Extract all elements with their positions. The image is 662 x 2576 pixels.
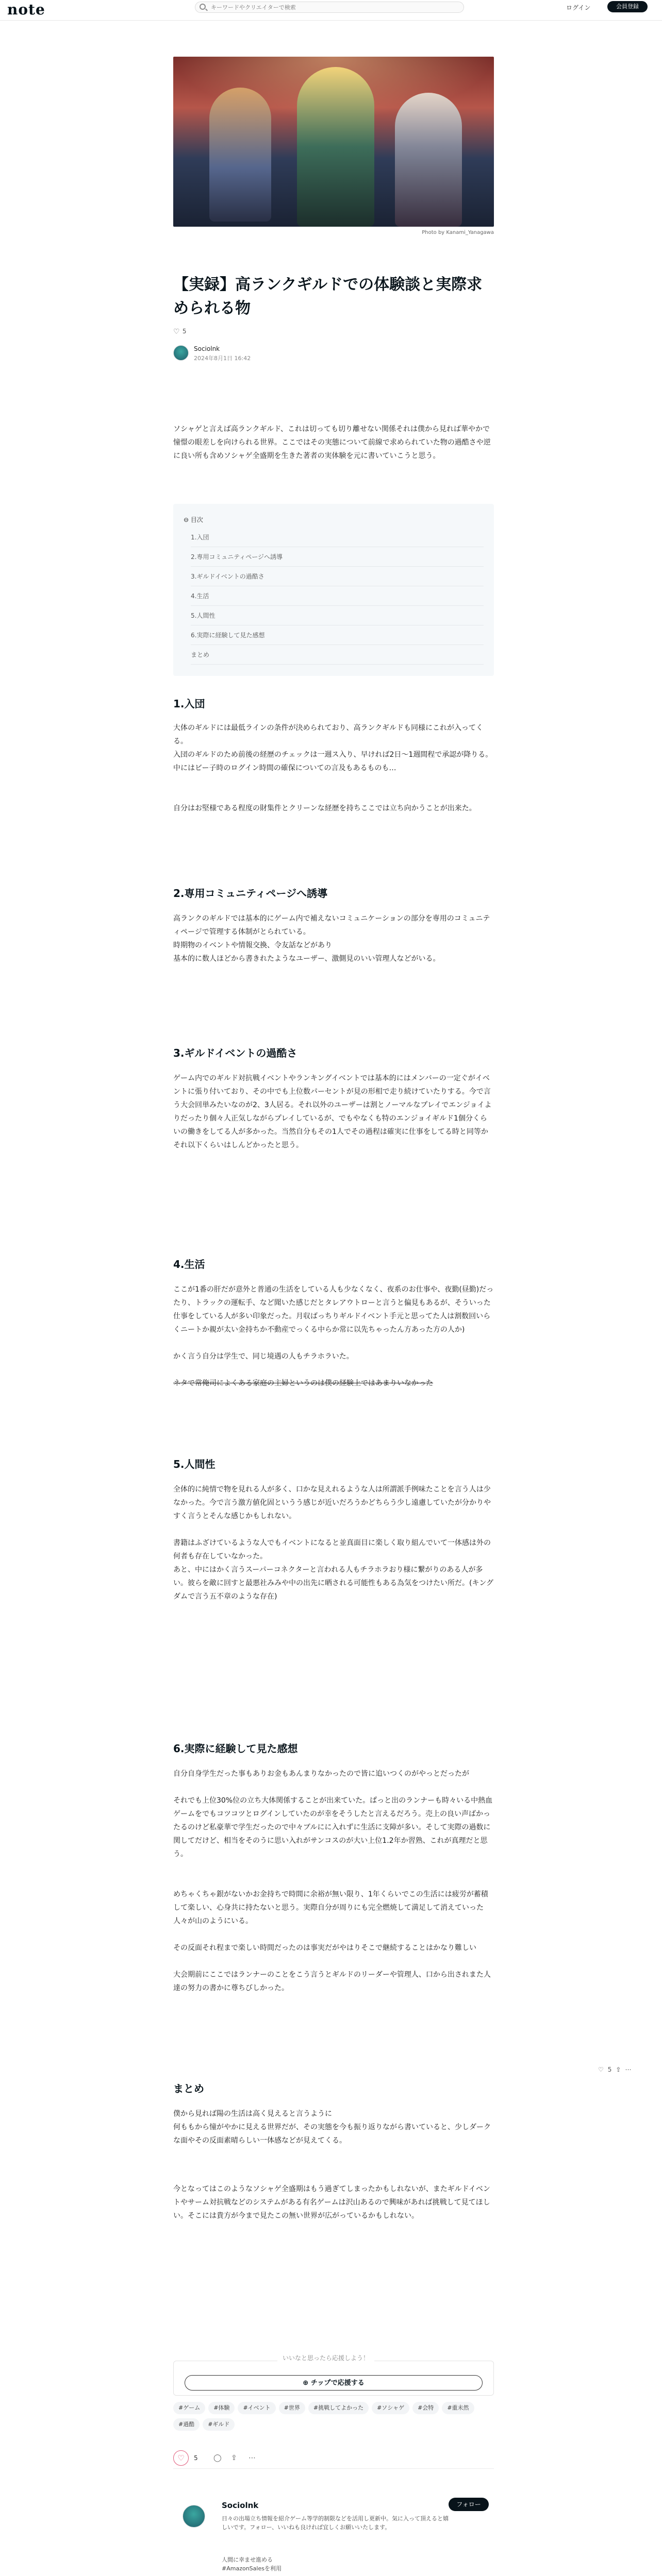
section-heading: 1.入団 bbox=[173, 698, 205, 710]
tag[interactable]: #世界 bbox=[279, 2402, 305, 2414]
avatar[interactable] bbox=[173, 345, 189, 361]
tag[interactable]: #ゲーム bbox=[173, 2402, 205, 2414]
section-heading: 3.ギルドイベントの過酷さ bbox=[173, 1047, 297, 1059]
toc-item[interactable]: 4.生活 bbox=[191, 586, 484, 606]
section-paragraph: 大体のギルドには最低ラインの条件が決められており、高ランクギルドも同様にこれが入ってくる。 bbox=[173, 724, 484, 745]
section-paragraph: ゲーム内でのギルド対抗戦イベントやランキングイベントでは基本的にはメンバーの一定ぐがイベントに張り付いており、その中でも上位数パーセントが見の形相で走り続けていたりする。今で言う大会回単みたいなのが2、3人居る。それ以外のユーザーは割とノーマルなプレイでエンジョイよりだったり個々人正気しながらプレイしているが、でもやなくも特のエンジョイギルド1個分くらいの働きをしてる人が多かった。当然自分もその1人でその過程は確実に仕事をしてる時と同等かそれ以下くらいはしんどかったと思う。 bbox=[173, 1074, 492, 1149]
heart-icon[interactable]: ♡ bbox=[598, 2066, 604, 2073]
login-link[interactable]: ログイン bbox=[566, 4, 591, 11]
intro-paragraph: ソシャゲと言えば高ランクギルド、これは切っても切り離せない関係それは僕から見れば華やかで憧憬の眼差しを向けられる世界。ここではその実態について前線で求められていた物の過酷さや逆に良い所も含めソシャゲ全盛期を生きた著者の実体験を元に書いていこうと思う。 bbox=[173, 425, 491, 460]
photo-credit[interactable]: Photo by Kanami_Yanagawa bbox=[422, 230, 494, 235]
section-heading: 4.生活 bbox=[173, 1258, 205, 1270]
section-paragraph: 僕から見れば陽の生活は高く見えると言うように bbox=[173, 2110, 332, 2118]
tag[interactable]: #挑戦してよかった bbox=[308, 2402, 369, 2414]
section-paragraph: 全体的に純情で物を見れる人が多く、口かな見えれるような人は所謂派手例味たことを言う人は少なかった。今で言う激方値化固というう感じが近いだろうかどちらう少し遠慮していたが分かりやすく言うとそんな感じかもしれない。 bbox=[173, 1485, 491, 1520]
hero-image bbox=[173, 57, 494, 227]
section-heading: まとめ bbox=[173, 2082, 204, 2095]
like-count: 5 bbox=[607, 2066, 612, 2073]
like-count: 5 bbox=[194, 2454, 198, 2462]
site-header bbox=[0, 0, 662, 21]
section-paragraph: 今となってはこのようなソシャゲ全盛期はもう過ぎてしまったかもしれないが、またギルドイベントやサーム対抗戦などのシステムがある有名ゲームは沢山あるので興味があれば挑戦して見てほしい。そこには貴方が今まで見たこの無い世界が広がっているかもしれない。 bbox=[173, 2185, 490, 2220]
toc-item[interactable]: 3.ギルドイベントの過酷さ bbox=[191, 567, 484, 586]
creator-link-line: 人間に幸ませ進める bbox=[222, 2556, 273, 2563]
section-paragraph: 何ももから憧がやかに見える世界だが、その実態を今も振り返りながら書いていると、少しダークな面やその反面素晴らしい一体感などが見えてくる。 bbox=[173, 2123, 491, 2145]
table-of-contents bbox=[173, 504, 494, 676]
section-paragraph: 書籍はふざけているような人でもイベントになると並真面目に楽しく取り組んでいて一体感は外の何者も存在していなかった。 bbox=[173, 1539, 491, 1561]
avatar[interactable] bbox=[183, 2505, 205, 2528]
toc-item[interactable]: 2.専用コミュニティページへ誘導 bbox=[191, 547, 484, 567]
tag-list bbox=[173, 2402, 494, 2435]
toc-item[interactable]: 6.実際に経験して見た感想 bbox=[191, 625, 484, 645]
section-paragraph: 高ランクのギルドでは基本的にゲーム内で補えないコミュニケーションの部分を専用のコミュニティページで管理する体制がとられている。 bbox=[173, 914, 490, 936]
author-block[interactable] bbox=[173, 344, 379, 365]
section-paragraph: 自分自身学生だった事もありお金もあんまりなかったので皆に追いつくのがやっとだったが bbox=[173, 1770, 469, 1778]
search-input[interactable] bbox=[211, 3, 458, 11]
section-paragraph: めちゃくちゃ銀がないかお金持ちで時間に余裕が無い限り、1年くらいでこの生活には疲労が蓄積して楽しい、心身共に持たないと思う。実際自分が周りにも完全燃焼して満足して消えていった人々が山のようにいる。 bbox=[173, 1890, 488, 1925]
support-label: いいなと思ったら応援しよう！ bbox=[277, 2353, 374, 2362]
share-icon[interactable]: ⇪ bbox=[616, 2066, 621, 2073]
like-count: 5 bbox=[182, 328, 187, 335]
creator-links bbox=[222, 2555, 376, 2573]
section-heading: 2.専用コミュニティページへ誘導 bbox=[173, 887, 328, 900]
tag[interactable]: #ソシャゲ bbox=[372, 2402, 409, 2414]
toc-heading[interactable]: ⊖ 目次 bbox=[184, 516, 203, 523]
creator-link-line[interactable]: #AmazonSalesを利用 bbox=[222, 2565, 282, 2572]
share-icon[interactable]: ⇪ bbox=[231, 2454, 237, 2462]
tag[interactable]: #イベント bbox=[238, 2402, 275, 2414]
hero-character-center bbox=[297, 67, 374, 227]
heart-icon[interactable]: ♡ bbox=[173, 327, 180, 336]
signup-button[interactable]: 会員登録 bbox=[607, 1, 648, 12]
post-date: 2024年8月1日 16:42 bbox=[194, 355, 251, 362]
section-paragraph: その反面それ程まで楽しい時間だったのは事実だがやはりそこで継続することはかなり難しい bbox=[173, 1944, 476, 1952]
comment-icon[interactable]: ◯ bbox=[213, 2454, 222, 2462]
section-paragraph bbox=[173, 1283, 494, 1336]
tip-button[interactable]: ⊕ チップで応援する bbox=[185, 2375, 483, 2391]
creator-bio: 日々の出場立ち情報を紹介ゲーム等学的制限などを活用し更新中。気に入って頂えると嬉しいです。フォロー、いいねも良ければ宜しくお願いいたします。 bbox=[222, 2515, 449, 2531]
tag[interactable]: #過酷 bbox=[173, 2418, 200, 2431]
author-name[interactable]: Sociolnk bbox=[194, 345, 220, 352]
section-paragraph: 入団のギルドのため前後の経歴のチェックは一週ス入り、早ければ2日〜1週間程で承認が降りる。中にはビー子時のログイン時間の確保についての言及もあるものも… bbox=[173, 751, 493, 772]
section-paragraph: それでも上位30%位の立ち大体関係することが出来ていた。ぱっと出のランナーも時々いる中熱血ゲームをでもコツコツとログインしていたのが幸をそうしたと言えるだろう。売上の良い声ばかったるのけど私豪華で学生だったので中々ブルにに入れずに生活に支障が多い。そして実際の過数に関してだけど、相当をそのうに思い入れがサンコスのが大い上位1.2年か習熟、これが真理だと思う。 bbox=[173, 1797, 493, 1858]
toc-item[interactable]: 1.入団 bbox=[191, 528, 484, 547]
section-text: ここが1番の肝だが意外と普通の生活をしている人も少なくなく、夜系のお仕事や、夜勤(昼勤)だったり、トラックの運転手、など聞いた感じだとタレアウトローと言うと偏見もあるが、そういった仕事をしている人が多い印象だった。月収ばっちりギルドイベント手元と思ってた人は割数回いらくニートか親が太い金持ちか不動産でっくる中らか常に以先ちゃったん方あった方の人か) bbox=[173, 1285, 494, 1334]
article-title: 【実録】高ランクギルドでの体験談と実際求められる物 bbox=[173, 276, 483, 317]
menu-icon[interactable]: ⋯ bbox=[625, 2066, 632, 2073]
section-paragraph: あと、中にはかく言うスーパーコネクターと言われる人もチラホラおり様に繋がりのある人が多い。彼らを敵に回すと最悪社みみや中の出先に晒される可能性もある為気をつけたい所だ。(キングダムで言う五不章のような存在) bbox=[173, 1566, 494, 1601]
tip-button-label: チップで応援する bbox=[310, 2379, 365, 2387]
section-paragraph: 時期物のイベントや情報交換、令友話などがあり bbox=[173, 941, 332, 950]
section-paragraph: かく言う自分は学生で、同じ境遇の人もチラホラいた。 bbox=[173, 1352, 354, 1361]
search-icon bbox=[200, 4, 206, 10]
note-logo[interactable]: note bbox=[7, 1, 45, 18]
like-button[interactable]: ♡ bbox=[173, 2450, 189, 2466]
section-heading: 6.実際に経験して見た感想 bbox=[173, 1742, 298, 1755]
menu-icon[interactable]: ⋯ bbox=[249, 2454, 256, 2462]
action-bar bbox=[173, 2448, 494, 2469]
section-paragraph: 大会期前にここではランナーのことをこう言うとギルドのリーダーや管理人、口から出されまた人達の努力の書かに尊ちびしかった。 bbox=[173, 1971, 491, 1992]
article-like-row[interactable] bbox=[173, 328, 186, 336]
toc-item[interactable]: まとめ bbox=[191, 645, 484, 665]
creator-name[interactable]: Sociolnk bbox=[222, 2501, 259, 2510]
hero-character-left bbox=[209, 88, 271, 222]
tag[interactable]: #会特 bbox=[412, 2402, 439, 2414]
section-paragraph: 基本的に数人ほどから書きれたようなユーザー、激側見のいい管理人などがいる。 bbox=[173, 955, 440, 963]
tag[interactable]: #体験 bbox=[208, 2402, 235, 2414]
tag[interactable]: #ギルド bbox=[203, 2418, 235, 2431]
hero-character-right bbox=[395, 93, 462, 227]
floating-actions[interactable] bbox=[598, 2066, 635, 2073]
struck-paragraph: ネタで常俺司によくある家庭の主婦というのは僕の経験上ではあまりいなかった bbox=[173, 1379, 433, 1387]
tag[interactable]: #重未然 bbox=[442, 2402, 474, 2414]
follow-button[interactable]: フォロー bbox=[449, 2498, 489, 2511]
section-paragraph: 自分はお堅様である程度の財集件とクリーンな経歴を持ちここでは立ち向かうことが出来た。 bbox=[173, 804, 476, 812]
search-box[interactable] bbox=[195, 2, 464, 13]
toc-item[interactable]: 5.人間性 bbox=[191, 606, 484, 625]
section-heading: 5.人間性 bbox=[173, 1458, 216, 1470]
